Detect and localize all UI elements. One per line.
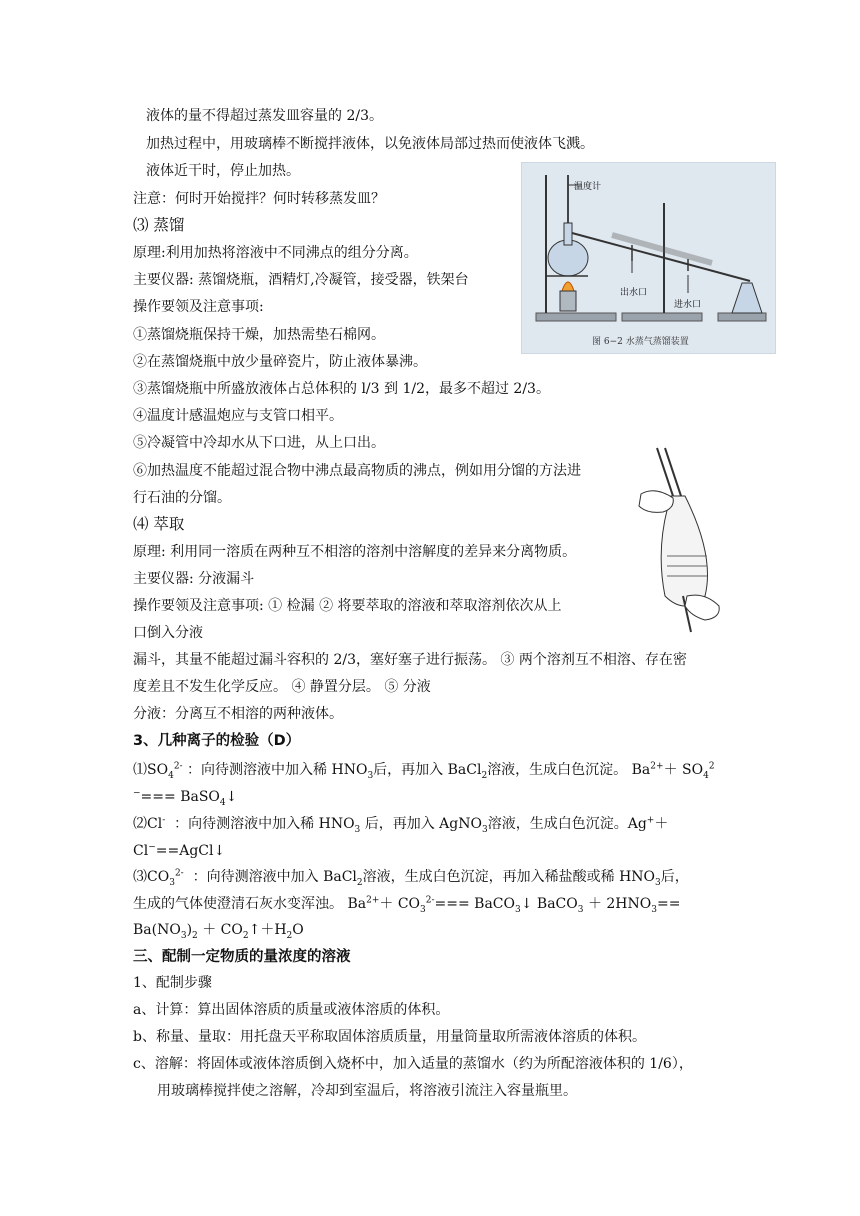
text-line: 操作要领及注意事项: ① 检漏 ② 将要萃取的溶液和萃取溶剂依次从上 [133, 598, 562, 614]
text-line: 用玻璃棒搅拌使之溶解，冷却到室温后，将溶液引流注入容量瓶里。 [157, 1083, 577, 1099]
subsection-heading: ⑶ 蒸馏 [133, 216, 185, 234]
ion-test-chloride: ⑵Cl- ：向待测溶液中加入稀 $HNO_3$ 后，再加入 AgNO$_3$溶液，生成白色沉淀。Ag+＋ [133, 815, 669, 835]
text-line: 漏斗，其量不能超过漏斗容积的 2/3，塞好塞子进行振荡。 ③ 两个溶剂互不相溶、存在密 [133, 652, 687, 668]
text-line: ⑥加热温度不能超过混合物中沸点最高物质的沸点，例如用分馏的方法进 [133, 463, 581, 479]
text-line: 行石油的分馏。 [133, 490, 231, 506]
text-line: c、溶解：将固体或液体溶质倒入烧杯中，加入适量的蒸馏水（约为所配溶液体积的 1/6）， [133, 1056, 693, 1072]
text-line: 加热过程中，用玻璃棒不断搅拌液体，以免液体局部过热而使液体飞溅。 [146, 136, 594, 152]
water-out-label: 出水口 [620, 288, 648, 298]
text-line: a、计算：算出固体溶质的质量或液体溶质的体积。 [133, 1002, 450, 1018]
text-line: 液体近干时，停止加热。 [146, 163, 300, 179]
text-line: 分液：分离互不相溶的两种液体。 [133, 706, 343, 722]
text-line: 原理: 利用同一溶质在两种互不相溶的溶剂中溶解度的差异来分离物质。 [133, 544, 577, 560]
text-line: ②在蒸馏烧瓶中放少量碎瓷片，防止液体暴沸。 [133, 354, 427, 370]
text-line: 主要仪器: 分液漏斗 [133, 571, 255, 587]
section-heading: 3、几种离子的检验（D） [133, 733, 301, 749]
ion-test-carbonate-cont2: $Ba(NO_3)_2$ ＋ $CO_2↑+H_2O$ [133, 922, 304, 941]
figure-caption: 图 6−2 水蒸气蒸馏装置 [592, 337, 689, 347]
ion-test-carbonate: $⑶CO_3^{2-}$ ：向待测溶液中加入 BaCl$_2$溶液，生成白色沉淀，再加入稀盐酸或稀 $HNO_3$后， [133, 868, 689, 888]
subsection-heading: ⑷ 萃取 [133, 515, 185, 533]
ion-test-chloride-cont: Cl−==AgCl↓ [133, 842, 226, 859]
text-line: ①蒸馏烧瓶保持干燥，加热需垫石棉网。 [133, 327, 385, 343]
distillation-apparatus-drawing [522, 163, 775, 353]
distillation-apparatus-figure [521, 162, 776, 354]
text-line: ④温度计感温炮应与支管口相平。 [133, 408, 343, 424]
text-line: 1、配制步骤 [133, 975, 212, 991]
thermometer-label: 温度计 [574, 182, 602, 192]
ion-test-sulfate: $⑴SO_4^{2-}$ ：向待测溶液中加入稀 $HNO_3$后，再加入 BaCl$_2$溶液，生成白色沉淀。 $Ba^{2+}+ SO_4^2$ [133, 761, 715, 781]
text-line: b、称量、量取：用托盘天平称取固体溶质质量，用量筒量取所需液体溶质的体积。 [133, 1029, 646, 1045]
ion-test-carbonate-cont: 生成的气体使澄清石灰水变浑浊。 $Ba^{2+}+ CO_3^{2-}===$ BaCO$_3$↓ BaCO$_3$ ＋ $2HNO_3==$ [133, 895, 681, 915]
text-line: ③蒸馏烧瓶中所盛放液体占总体积的 l/3 到 1/2，最多不超过 2/3。 [133, 381, 550, 397]
separatory-funnel-figure [635, 446, 727, 634]
text-line: 注意：何时开始搅拌？何时转移蒸发皿？ [133, 191, 385, 207]
section-heading: 三、配制一定物质的量浓度的溶液 [133, 949, 351, 965]
text-line: 原理:利用加热将溶液中不同沸点的组分分离。 [133, 245, 418, 261]
text-line: 操作要领及注意事项: [133, 299, 264, 315]
text-line: 度差且不发生化学反应。 ④ 静置分层。 ⑤ 分液 [133, 679, 431, 695]
text-line: 液体的量不得超过蒸发皿容量的 2/3。 [146, 108, 383, 124]
text-line: ⑤冷凝管中冷却水从下口进，从上口出。 [133, 435, 385, 451]
ion-test-sulfate-cont: −=== BaSO$_4$↓ [133, 788, 238, 808]
text-line: 主要仪器: 蒸馏烧瓶，酒精灯,冷凝管，接受器，铁架台 [133, 272, 469, 288]
water-in-label: 进水口 [674, 300, 702, 310]
text-line: 口倒入分液 [133, 625, 203, 641]
separatory-funnel-drawing [635, 446, 727, 634]
